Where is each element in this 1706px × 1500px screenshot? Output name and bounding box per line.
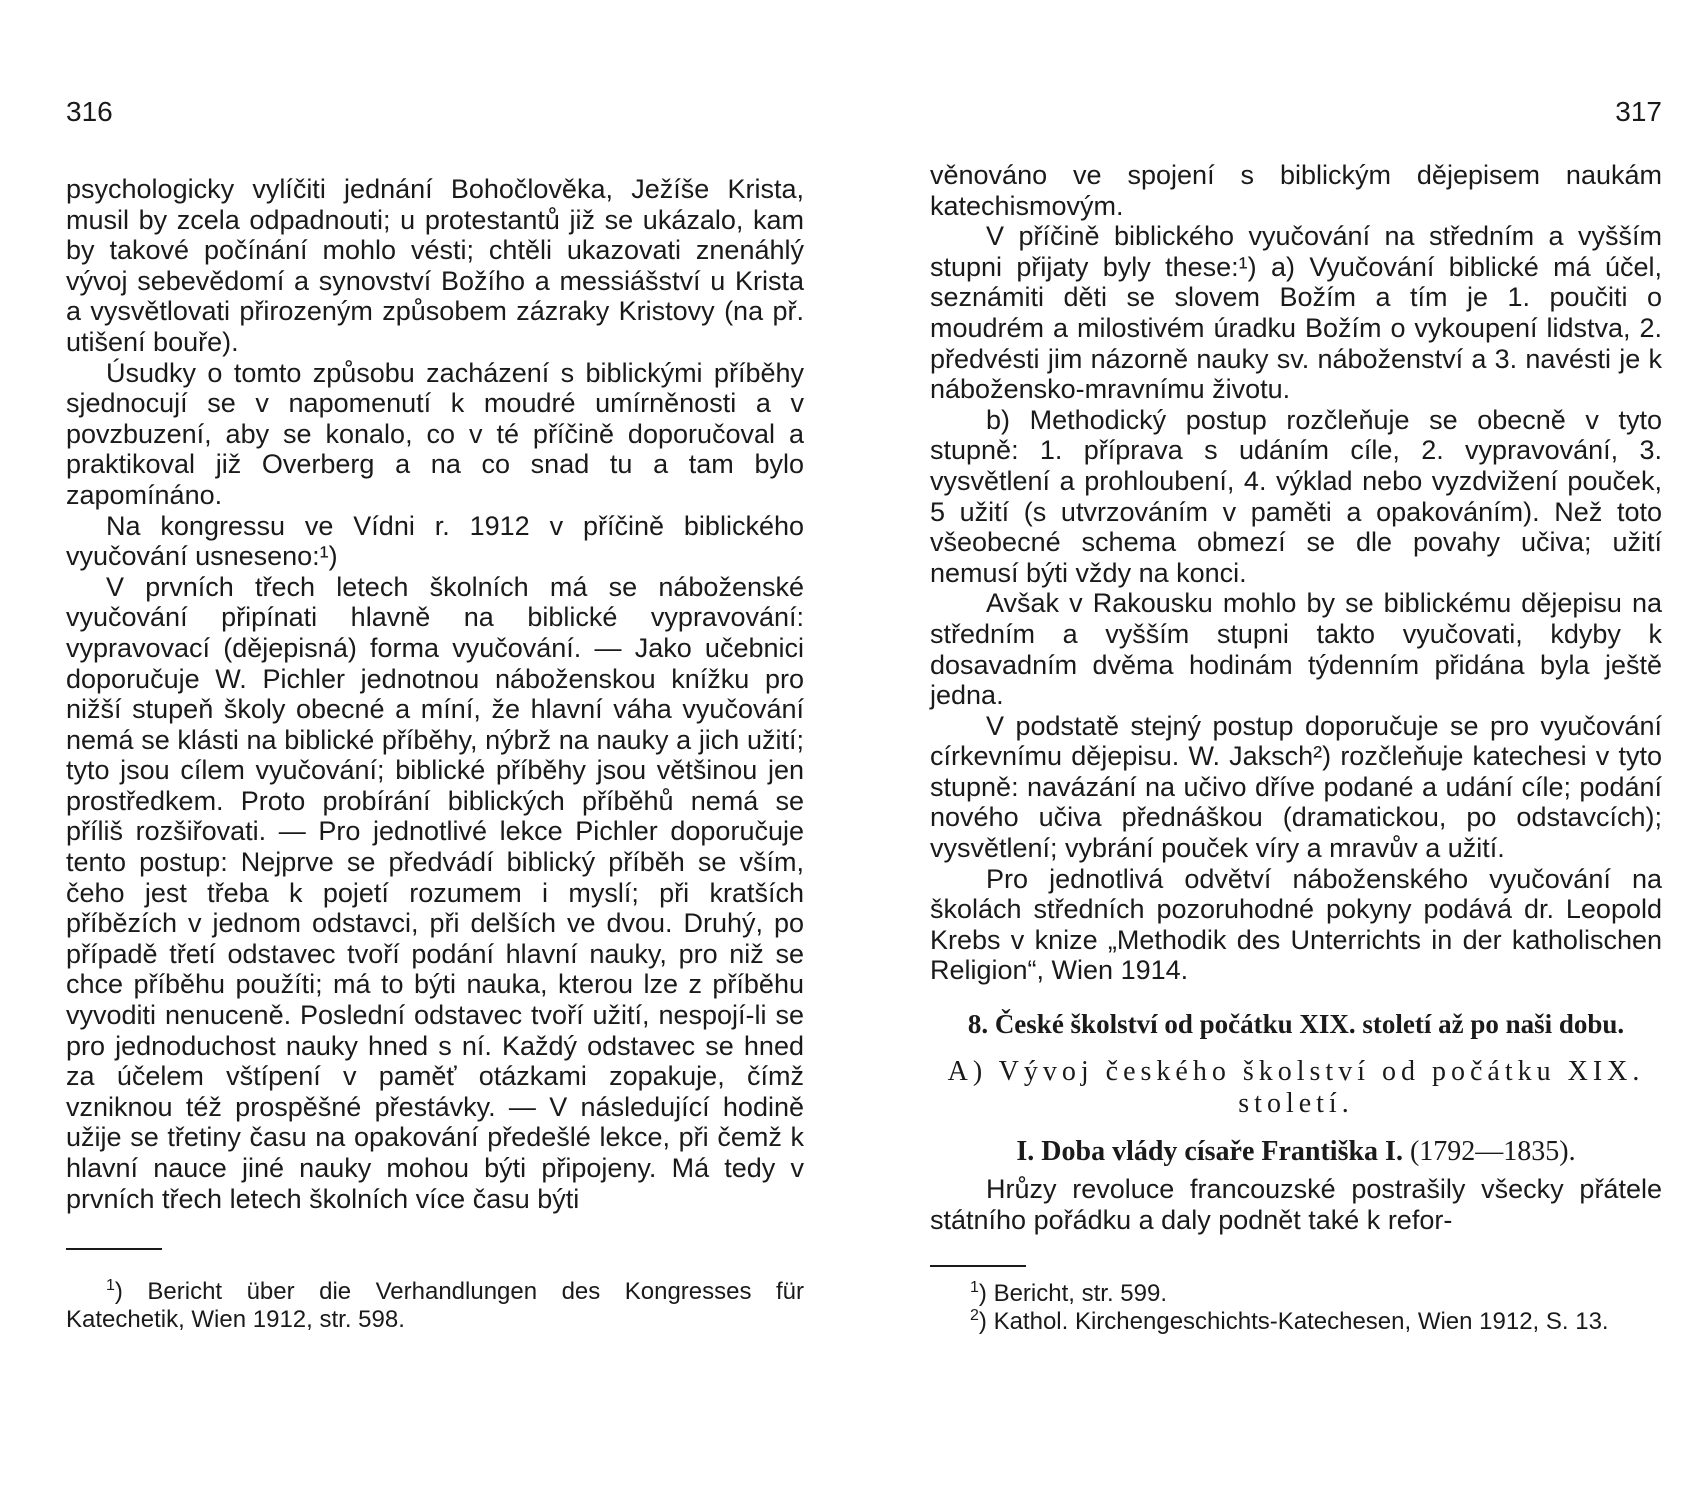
page-body (66, 174, 804, 1214)
paragraph: věnováno ve spojení s biblickým dějepisem naukám katechismovým. (930, 160, 1662, 221)
chapter-years: (1792—1835). (1409, 1136, 1576, 1168)
section-heading: 8. České školství od počátku XIX. století až po naši dobu. (967, 1009, 1625, 1040)
footnote: $^1$) Bericht, str. 599. (970, 1279, 1167, 1307)
page-number: 317 (1615, 96, 1662, 127)
page-number: 316 (66, 96, 113, 127)
paragraph: V prvních třech letech školních má se náboženské vyučování připínati hlavně na biblické vypravování: vypravovací (dějepisná) forma vyučování. — Jako učebnici doporučuje W. Pichler jednotnou náboženskou knížku pro nižší stupeň školy obecné a míní, že hlavní váha vyučování nemá se klásti na biblické příběhy, nýbrž na nauky a jich užití; tyto jsou cílem vyučování; biblické příběhy jsou většinou jen prostředkem. Proto probírání biblických příběhů nemá se příliš rozšiřovati. — Pro jednotlivé lekce Pichler doporučuje tento postup: Nejprve se předvádí biblický příběh se vším, čeho jest třeba k pojetí rozumem i myslí; při kratších příbězích v jednom odstavci, při delších ve dvou. Druhý, po případě třetí odstavec tvoří podání hlavní nauky, pro niž se chce příběhu použíti; má to býti nauka, kterou lze z příběhu vyvoditi nenuceně. Poslední odstavec tvoří užití, nespojí-li se pro jednoduchost nauky hned s ní. Každý odstavec se hned za účelem vštípení v paměť otázkami zopakuje, čímž vzniknou též prospěšné přestávky. — V následující hodině užije se třetiny času na opakování předešlé lekce, při čemž k hlavní nauce jiné nauky mohou býti připojeny. Má tedy v prvních třech letech školních více času býti (66, 571, 804, 1214)
paragraph: Úsudky o tomto způsobu zacházení s biblickými příběhy sjednocují se v napomenutí k moudré umírněnosti a v povzbuzení, aby se konalo, co v té příčině doporučoval a praktikoval již Overberg a na co snad tu a tam bylo zapomínáno. (66, 357, 804, 510)
paragraph: Avšak v Rakousku mohlo by se biblickému dějepisu na středním a vyšším stupni takto vyučovati, kdyby k dosavadním dvěma hodinám týdenním přidána byla ještě jedna. (930, 588, 1662, 711)
footnote-rule (66, 1248, 162, 1250)
subsection-heading: A) Vývoj českého školství od počátku XIX. století. (947, 1056, 1645, 1120)
footnote: $^2$) Kathol. Kirchengeschichts-Katechesen, Wien 1912, S. 13. (970, 1307, 1609, 1335)
paragraph: V podstatě stejný postup doporučuje se pro vyučování církevnímu dějepisu. W. Jaksch²) rozčleňuje katechesi v tyto stupně: navázání na učivo dříve podané a udání cíle; podání nového učiva přednáškou (dramatickou, po odstavcích); vysvětlení; vybrání pouček víry a mravův a užití. (930, 710, 1662, 864)
chapter-heading (930, 1136, 1662, 1168)
paragraph: psychologicky vylíčiti jednání Bohočlověka, Ježíše Krista, musil by zcela odpadnouti; u protestantů již se ukázalo, kam by takové počínání mohlo vésti; chtěli ukazovati znenáhlý vývoj sebevědomí a synovství Božího a messiášství u Krista a vysvětlovati přirozeným způsobem zázraky Kristovy (na př. utišení bouře). (66, 174, 804, 357)
page-body (930, 160, 1662, 1235)
paragraph: V příčině biblického vyučování na středním a vyšším stupni přijaty byly these:¹) a) Vyučování biblické má účel, seznámiti děti se slovem Božím a tím je 1. poučiti o moudrém a milostivém úradku Božím o vykoupení lidstva, 2. předvésti jim názorně nauky sv. náboženství a 3. navésti je k nábožensko-mravnímu životu. (930, 221, 1662, 405)
footnote: $^1$) Bericht über die Verhandlungen des Kongresses für Katechetik, Wien 1912, str. 598. (66, 1277, 804, 1333)
chapter-title: I. Doba vlády císaře Františka I. (1016, 1136, 1403, 1168)
paragraph: Hrůzy revoluce francouzské postrašily všecky přátele státního pořádku a daly podnět také k refor- (930, 1174, 1662, 1235)
paragraph: Na kongressu ve Vídni r. 1912 v příčině biblického vyučování usneseno:¹) (66, 510, 804, 572)
paragraph: b) Methodický postup rozčleňuje se obecně v tyto stupně: 1. příprava s udáním cíle, 2. vypravování, 3. vysvětlení a prohloubení, 4. výklad nebo vyzdvižení pouček, 5 užití (s utvrzováním v paměti a opakováním). Než toto všeobecné schema obmezí se dle povahy učiva; užití nemusí býti vždy na konci. (930, 404, 1662, 588)
paragraph: Pro jednotlivá odvětví náboženského vyučování na školách středních pozoruhodné pokyny podává dr. Leopold Krebs v knize „Methodik des Unterrichts in der katholischen Religion“, Wien 1914. (930, 863, 1662, 986)
footnote-rule (930, 1265, 1026, 1267)
